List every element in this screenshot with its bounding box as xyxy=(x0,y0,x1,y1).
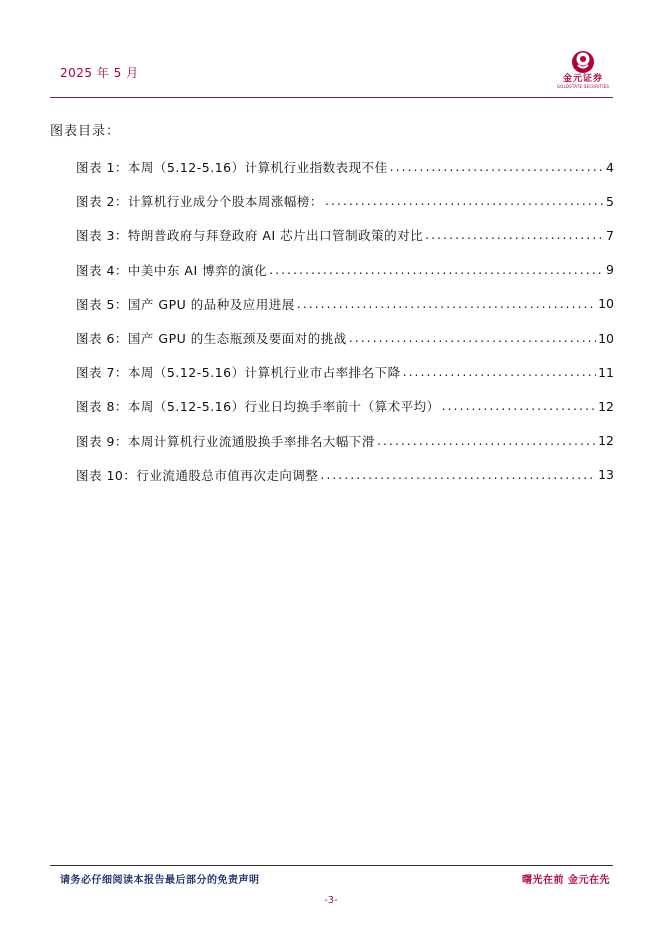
toc-leader-dots xyxy=(325,193,604,209)
toc-leader-dots xyxy=(269,262,604,278)
toc-entry-label[interactable]: 图表 9：本周计算机行业流通股换手率排名大幅下滑 xyxy=(76,433,375,449)
toc-list xyxy=(76,150,614,492)
toc-title: 图表目录： xyxy=(50,124,121,139)
toc-leader-dots xyxy=(442,398,596,414)
header-divider xyxy=(50,97,613,98)
toc-entry-label[interactable]: 图表 5：国产 GPU 的品种及应用进展 xyxy=(76,296,295,312)
page-number: -3- xyxy=(324,895,338,906)
toc-entry[interactable] xyxy=(76,424,614,458)
footer-slogan: 曙光在前 金元在先 xyxy=(522,875,610,886)
toc-entry[interactable] xyxy=(76,150,614,184)
toc-leader-dots xyxy=(320,467,596,483)
toc-leader-dots xyxy=(425,227,604,243)
toc-entry-label[interactable]: 图表 2：计算机行业成分个股本周涨幅榜： xyxy=(76,194,323,210)
toc-entry-page[interactable]: 10 xyxy=(598,296,614,312)
report-date: 2025 年 5 月 xyxy=(60,66,139,80)
toc-entry-page[interactable]: 9 xyxy=(606,262,614,278)
toc-leader-dots xyxy=(403,364,596,380)
toc-leader-dots xyxy=(297,296,596,312)
toc-entry[interactable] xyxy=(76,218,614,252)
toc-entry-page[interactable]: 11 xyxy=(598,364,614,380)
toc-entry-label[interactable]: 图表 8：本周（5.12-5.16）行业日均换手率前十（算术平均） xyxy=(76,399,440,415)
toc-entry[interactable] xyxy=(76,184,614,218)
company-logo xyxy=(553,50,613,96)
toc-entry-label[interactable]: 图表 1：本周（5.12-5.16）计算机行业指数表现不佳 xyxy=(76,160,388,176)
toc-entry[interactable] xyxy=(76,389,614,423)
toc-entry-page[interactable]: 12 xyxy=(598,398,614,414)
toc-entry[interactable] xyxy=(76,287,614,321)
toc-entry-label[interactable]: 图表 10：行业流通股总市值再次走向调整 xyxy=(76,467,319,483)
toc-leader-dots xyxy=(377,433,596,449)
toc-entry-label[interactable]: 图表 4：中美中东 AI 博弈的演化 xyxy=(76,262,268,278)
toc-entry[interactable] xyxy=(76,321,614,355)
logo-name-en: GOLDSTATE SECURITIES xyxy=(556,84,610,89)
toc-entry[interactable] xyxy=(76,458,614,492)
toc-entry-page[interactable]: 4 xyxy=(606,159,614,175)
toc-leader-dots xyxy=(390,159,604,175)
toc-entry-page[interactable]: 10 xyxy=(598,330,614,346)
toc-entry[interactable] xyxy=(76,253,614,287)
goldstate-logo-icon xyxy=(570,50,596,74)
toc-entry-label[interactable]: 图表 7：本周（5.12-5.16）计算机行业市占率排名下降 xyxy=(76,365,401,381)
toc-entry-page[interactable]: 5 xyxy=(606,193,614,209)
toc-entry-page[interactable]: 12 xyxy=(598,433,614,449)
toc-entry[interactable] xyxy=(76,355,614,389)
toc-entry-page[interactable]: 7 xyxy=(606,227,614,243)
toc-entry-page[interactable]: 13 xyxy=(598,467,614,483)
logo-name-cn: 金元证券 xyxy=(562,74,603,84)
footer-disclaimer: 请务必仔细阅读本报告最后部分的免责声明 xyxy=(60,875,260,886)
footer-divider xyxy=(50,865,613,866)
toc-entry-label[interactable]: 图表 6：国产 GPU 的生态瓶颈及要面对的挑战 xyxy=(76,331,347,347)
toc-leader-dots xyxy=(349,330,596,346)
toc-entry-label[interactable]: 图表 3：特朗普政府与拜登政府 AI 芯片出口管制政策的对比 xyxy=(76,228,424,244)
